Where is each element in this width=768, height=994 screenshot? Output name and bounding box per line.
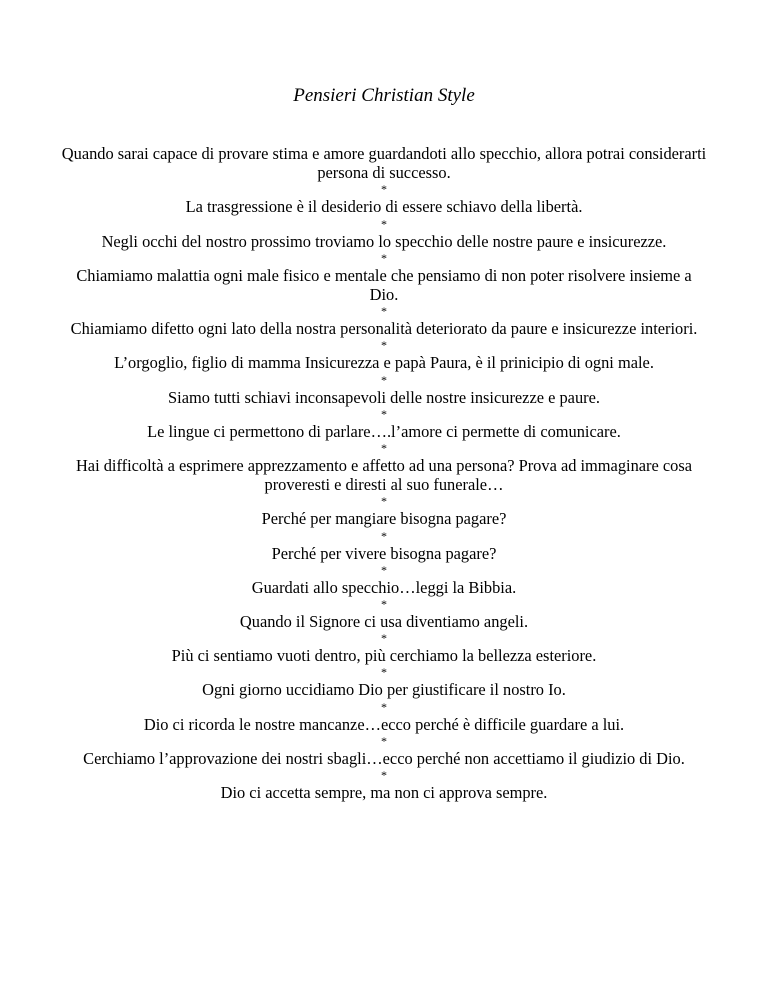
thought-separator: * xyxy=(381,733,387,748)
document-title: Pensieri Christian Style xyxy=(293,85,475,106)
thought-item: Cerchiamo l’approvazione dei nostri sbagli…ecco perché non accettiamo il giudizio di Dio. xyxy=(83,748,685,768)
thought-item: Siamo tutti schiavi inconsapevoli delle nostre insicurezze e paure. xyxy=(168,387,600,407)
thought-separator: * xyxy=(381,665,387,680)
thoughts-list xyxy=(60,144,708,802)
thought-separator: * xyxy=(381,372,387,387)
thought-item: Negli occhi del nostro prossimo troviamo lo specchio delle nostre paure e insicurezze. xyxy=(101,231,667,251)
thought-item: Chiamiamo malattia ogni male fisico e mentale che pensiamo di non poter risolvere insieme a Dio. xyxy=(76,265,692,305)
thought-separator: * xyxy=(381,441,387,456)
thought-separator: * xyxy=(381,562,387,577)
thought-item: Le lingue ci permettono di parlare….l’amore ci permette di comunicare. xyxy=(147,421,621,441)
thought-separator: * xyxy=(381,528,387,543)
thought-separator: * xyxy=(381,304,387,319)
thought-item: La trasgressione è il desiderio di essere schiavo della libertà. xyxy=(185,197,583,217)
thought-separator: * xyxy=(381,494,387,509)
thought-separator: * xyxy=(381,406,387,421)
thought-item: Guardati allo specchio…leggi la Bibbia. xyxy=(251,577,517,597)
thought-separator: * xyxy=(381,768,387,783)
thought-separator: * xyxy=(381,216,387,231)
thought-item: Dio ci accetta sempre, ma non ci approva sempre. xyxy=(220,783,548,803)
thought-separator: * xyxy=(381,631,387,646)
thought-item: Perché per vivere bisogna pagare? xyxy=(271,543,497,563)
thought-item: Perché per mangiare bisogna pagare? xyxy=(261,509,507,529)
thought-item: Più ci sentiamo vuoti dentro, più cerchiamo la bellezza esteriore. xyxy=(171,646,597,666)
thought-separator: * xyxy=(381,597,387,612)
thought-separator: * xyxy=(381,250,387,265)
thought-separator: * xyxy=(381,338,387,353)
thought-item: Ogni giorno uccidiamo Dio per giustificare il nostro Io. xyxy=(202,680,566,700)
thought-item: Hai difficoltà a esprimere apprezzamento e affetto ad una persona? Prova ad immaginare cosa proveresti e diresti al suo funerale… xyxy=(75,456,693,495)
thought-item: Quando il Signore ci usa diventiamo angeli. xyxy=(239,612,529,632)
thought-item: L’orgoglio, figlio di mamma Insicurezza e papà Paura, è il prinicipio di ogni male. xyxy=(114,353,654,373)
thought-item: Quando sarai capace di provare stima e amore guardandoti allo specchio, allora potrai considerarti persona di successo. xyxy=(61,144,707,183)
thought-separator: * xyxy=(381,182,387,197)
thought-item: Chiamiamo difetto ogni lato della nostra personalità deteriorato da paure e insicurezze interiori. xyxy=(70,319,698,339)
thought-separator: * xyxy=(381,699,387,714)
thought-item: Dio ci ricorda le nostre mancanze…ecco perché è difficile guardare a lui. xyxy=(143,714,625,734)
